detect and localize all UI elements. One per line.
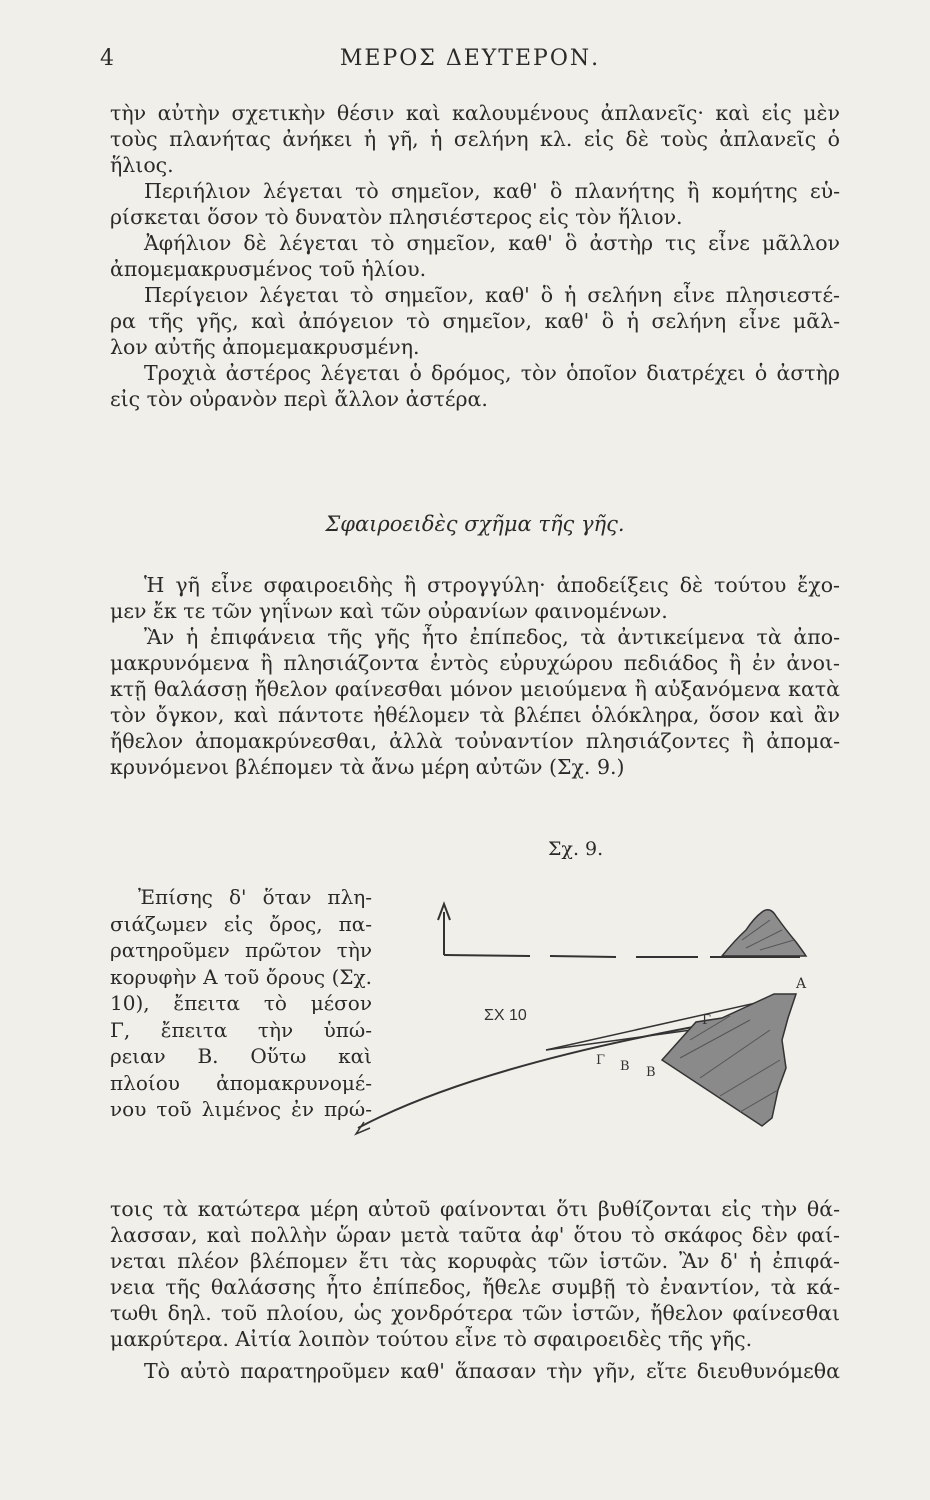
running-head: ΜΕΡΟΣ ΔΕΥΤΕΡΟΝ. <box>339 46 601 71</box>
text-line: Ἂν ἡ ἐπιφάνεια τῆς γῆς ἦτο ἐπίπεδος, τὰ ἀντικείμενα τὰ ἀπο- <box>144 625 840 649</box>
text-line: ἤθελον ἀπομακρύνεσθαι, ἀλλὰ τοὐναντίον πλησιάζοντες ἢ ἀπομα- <box>110 729 840 753</box>
text-line: νου τοῦ λιμένος ἐν πρώ- <box>110 1097 372 1121</box>
page-number: 4 <box>100 46 114 71</box>
text-line: λασσαν, καὶ πολλὴν ὥραν μετὰ ταῦτα ἀφ' ὅτου τὸ σκάφος δὲν φαί- <box>110 1223 840 1247</box>
left-column-text <box>110 884 372 1123</box>
point-g-lower-label: Γ <box>596 1053 606 1068</box>
text-line: Ἐπίσης δ' ὅταν πλη- <box>138 885 372 909</box>
point-b-label: B <box>620 1059 630 1074</box>
text-line: μεν ἔκ τε τῶν γηΐνων καὶ τῶν οὐρανίων φαινομένων. <box>110 599 668 623</box>
text-line: Ἀφήλιον δὲ λέγεται τὸ σημεῖον, καθ' ὃ ἀστὴρ τις εἶνε μᾶλλον <box>144 231 840 255</box>
text-line: Ἡ γῆ εἶνε σφαιροειδὴς ἢ στρογγύλη· ἀποδείξεις δὲ τούτου ἔχο- <box>144 573 840 597</box>
section-text <box>110 572 840 780</box>
point-g-label: Γ <box>702 1013 712 1028</box>
text-line: λον αὐτῆς ἀπομεμακρυσμένη. <box>110 335 420 359</box>
text-line: 10), ἔπειτα τὸ μέσον <box>110 991 372 1015</box>
point-a-label: A <box>796 976 807 992</box>
text-line: μακρυνόμενα ἢ πλησιάζοντα ἐντὸς εὐρυχώρου πεδιάδος ἢ ἐν ἀνοι- <box>110 651 840 675</box>
figure-diagram <box>350 890 850 1150</box>
figure-10-label: ΣΧ 10 <box>484 1007 527 1024</box>
text-line: τὸν ὄγκον, καὶ πάντοτε ἠθέλομεν τὰ βλέπει ὁλόκληρα, ὅσον καὶ ἂν <box>110 703 840 727</box>
text-line: πλοίου ἀπομακρυνομέ- <box>110 1070 372 1095</box>
text-line: κτῇ θαλάσσῃ ἤθελον φαίνεσθαι μόνον μειούμενα ἢ αὐξανόμενα κατὰ <box>110 677 840 701</box>
text-line: κορυφὴν Α τοῦ ὄρους (Σχ. <box>110 964 372 989</box>
text-line: τοις τὰ κατώτερα μέρη αὐτοῦ φαίνονται ὅτι βυθίζονται εἰς τὴν θά- <box>110 1197 840 1221</box>
text-line: Τροχιὰ ἀστέρος λέγεται ὁ δρόμος, τὸν ὁποῖον διατρέχει ὁ ἀστὴρ <box>144 361 840 385</box>
text-line: ρατηροῦμεν πρῶτον τὴν <box>110 938 372 962</box>
text-line: Περίγειον λέγεται τὸ σημεῖον, καθ' ὃ ἡ σελήνη εἶνε πλησιεστέ- <box>144 283 840 307</box>
section-heading: Σφαιροειδὲς σχῆμα τῆς γῆς. <box>325 512 625 536</box>
text-line: μακρύτερα. Αἰτία λοιπὸν τούτου εἶνε τὸ σφαιροειδὲς τῆς γῆς. <box>110 1327 753 1351</box>
text-line: τοὺς πλανήτας ἀνήκει ἡ γῆ, ἡ σελήνη κλ. εἰς δὲ τοὺς ἀπλανεῖς ὁ <box>110 127 840 151</box>
text-line: ρειαν Β. Οὕτω καὶ <box>110 1044 372 1068</box>
text-line: νεια τῆς θαλάσσης ἦτο ἐπίπεδος, ἤθελε συμβῇ τὸ ἐναντίον, τὰ κά- <box>110 1275 840 1299</box>
text-line: Περιήλιον λέγεται τὸ σημεῖον, καθ' ὃ πλανήτης ἢ κομήτης εὑ- <box>144 179 840 203</box>
text-line: νεται πλέον βλέπομεν ἔτι τὰς κορυφὰς τῶν ἱστῶν. Ἂν δ' ἡ ἐπιφά- <box>110 1249 840 1273</box>
mountain-shape <box>662 994 796 1126</box>
text-line: ρα τῆς γῆς, καὶ ἀπόγειον τὸ σημεῖον, καθ' ὃ ἡ σελήνη εἶνε μᾶλ- <box>110 309 840 333</box>
text-line: ἥλιος. <box>110 153 174 177</box>
text-line: σιάζωμεν εἰς ὄρος, πα- <box>110 911 372 936</box>
text-line: ρίσκεται ὅσον τὸ δυνατὸν πλησιέστερος εἰς τὸν ἥλιον. <box>110 205 683 229</box>
text-line: τωθι δηλ. τοῦ πλοίου, ὡς χονδρότερα τῶν ἱστῶν, ἤθελον φαίνεσθαι <box>110 1301 840 1325</box>
figure-9-diagram <box>438 904 806 957</box>
text-line: ἀπομεμακρυσμένος τοῦ ἡλίου. <box>110 257 427 281</box>
text-line: Γ, ἔπειτα τὴν ὑπώ- <box>110 1017 372 1042</box>
bottom-text <box>110 1196 840 1384</box>
text-line: τὴν αὐτὴν σχετικὴν θέσιν καὶ καλουμένους ἀπλανεῖς· καὶ εἰς μὲν <box>110 101 840 125</box>
page-header <box>100 46 840 82</box>
text-line: εἰς τὸν οὐρανὸν περὶ ἄλλον ἀστέρα. <box>110 387 488 411</box>
figure-9-caption: Σχ. 9. <box>548 838 604 860</box>
intro-text <box>110 100 840 412</box>
text-line: κρυνόμενοι βλέπομεν τὰ ἄνω μέρη αὐτῶν (Σχ. 9.) <box>110 755 625 779</box>
point-b-lower-label: B <box>646 1065 656 1080</box>
figure-10-diagram <box>356 976 807 1134</box>
text-line: Τὸ αὐτὸ παρατηροῦμεν καθ' ἅπασαν τὴν γῆν, εἴτε διευθυνόμεθα <box>144 1359 840 1383</box>
